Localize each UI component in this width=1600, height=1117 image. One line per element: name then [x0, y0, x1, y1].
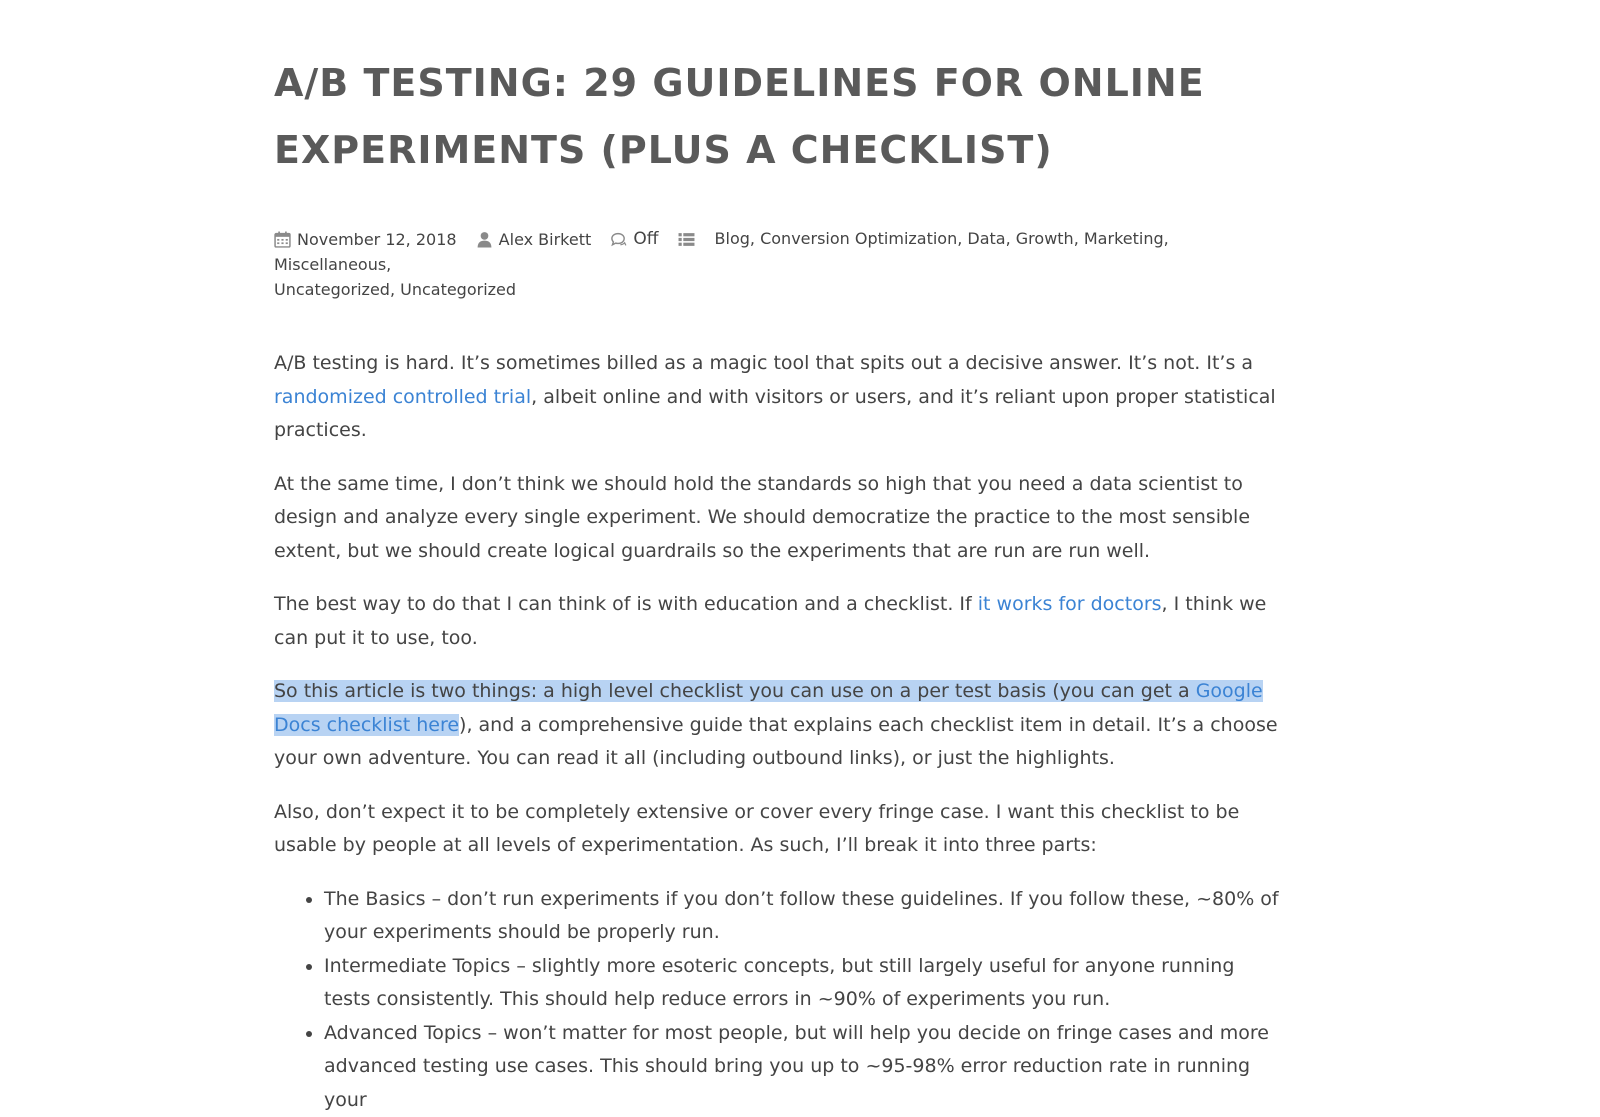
link-google-docs-checklist[interactable]: Google Docs checklist here — [274, 680, 1263, 736]
category-separator: , — [1164, 229, 1169, 248]
category-separator: , — [750, 229, 760, 248]
article — [274, 50, 1284, 1117]
post-date-text: November 12, 2018 — [297, 227, 457, 252]
category-link-uncategorized[interactable]: Uncategorized — [274, 280, 390, 299]
parts-list — [274, 883, 1284, 1117]
user-icon — [476, 231, 493, 248]
list-item: • The Basics – don’t run experiments if you don’t follow these guidelines. If you follow these, ~80% of your experiments should be properly run. — [324, 883, 1284, 950]
post-author-name[interactable]: Alex Birkett — [499, 227, 592, 252]
category-link-growth[interactable]: Growth — [1016, 229, 1074, 248]
post-comments-status: Off — [633, 227, 658, 252]
category-separator: , — [390, 280, 400, 299]
list-item: • Advanced Topics – won’t matter for most people, but will help you decide on fringe cases and more advanced testing use cases. This should bring you up to ~95-98% error reduction rate in running your — [324, 1017, 1284, 1117]
category-separator: , — [386, 255, 391, 274]
page-title — [274, 50, 1284, 184]
category-separator: , — [957, 229, 967, 248]
paragraph-1: A/B testing is hard. It’s sometimes billed as a magic tool that spits out a decisive answer. It’s not. It’s a randomized controlled trial, albeit online and with visitors or users, and it’s reliant upon proper statistical practices. — [274, 347, 1284, 448]
post-author[interactable] — [476, 227, 592, 252]
paragraph-4: So this article is two things: a high level checklist you can use on a per test basis (you can get a Google Docs checklist here), and a comprehensive guide that explains each checklist item in detail. It’s a choose your own adventure. You can read it all (including outbound links), or just the highlights. — [274, 675, 1284, 776]
link-it-works-for-doctors[interactable]: it works for doctors — [978, 593, 1162, 615]
category-link-miscellaneous[interactable]: Miscellaneous — [274, 255, 386, 274]
category-link-blog[interactable]: Blog — [715, 229, 750, 248]
article-body — [274, 347, 1284, 1117]
calendar-icon — [274, 231, 291, 248]
category-link-uncategorized-2[interactable]: Uncategorized — [400, 280, 516, 299]
selected-text: So this article is two things: a high level checklist you can use on a per test basis (you can get a — [274, 680, 1196, 702]
category-separator: , — [1074, 229, 1084, 248]
page-title-line-1: A/B TESTING: 29 GUIDELINES FOR ONLINE — [274, 61, 1205, 105]
comments-icon — [610, 231, 627, 248]
category-link-conversion-optimization[interactable]: Conversion Optimization — [760, 229, 957, 248]
category-separator: , — [1006, 229, 1016, 248]
post-comments — [610, 227, 658, 252]
paragraph-2: At the same time, I don’t think we should hold the standards so high that you need a data scientist to design and analyze every single experiment. We should democratize the practice to the most sensible extent, but we should create logical guardrails so the experiments that are run are run well. — [274, 468, 1284, 569]
category-link-data[interactable]: Data — [967, 229, 1005, 248]
category-link-marketing[interactable]: Marketing — [1084, 229, 1164, 248]
post-date — [274, 227, 457, 252]
paragraph-5: Also, don’t expect it to be completely extensive or cover every fringe case. I want this checklist to be usable by people at all levels of experimentation. As such, I’ll break it into three parts: — [274, 796, 1284, 863]
list-item: • Intermediate Topics – slightly more esoteric concepts, but still largely useful for anyone running tests consistently. This should help reduce errors in ~90% of experiments you run. — [324, 950, 1284, 1017]
post-categories-icon-wrap — [678, 231, 701, 248]
page-title-line-2: EXPERIMENTS (PLUS A CHECKLIST) — [274, 128, 1053, 172]
paragraph-3: The best way to do that I can think of is with education and a checklist. If it works for doctors, I think we can put it to use, too. — [274, 588, 1284, 655]
post-meta — [274, 226, 1284, 302]
list-icon — [678, 231, 695, 248]
link-randomized-controlled-trial[interactable]: randomized controlled trial — [274, 386, 531, 408]
